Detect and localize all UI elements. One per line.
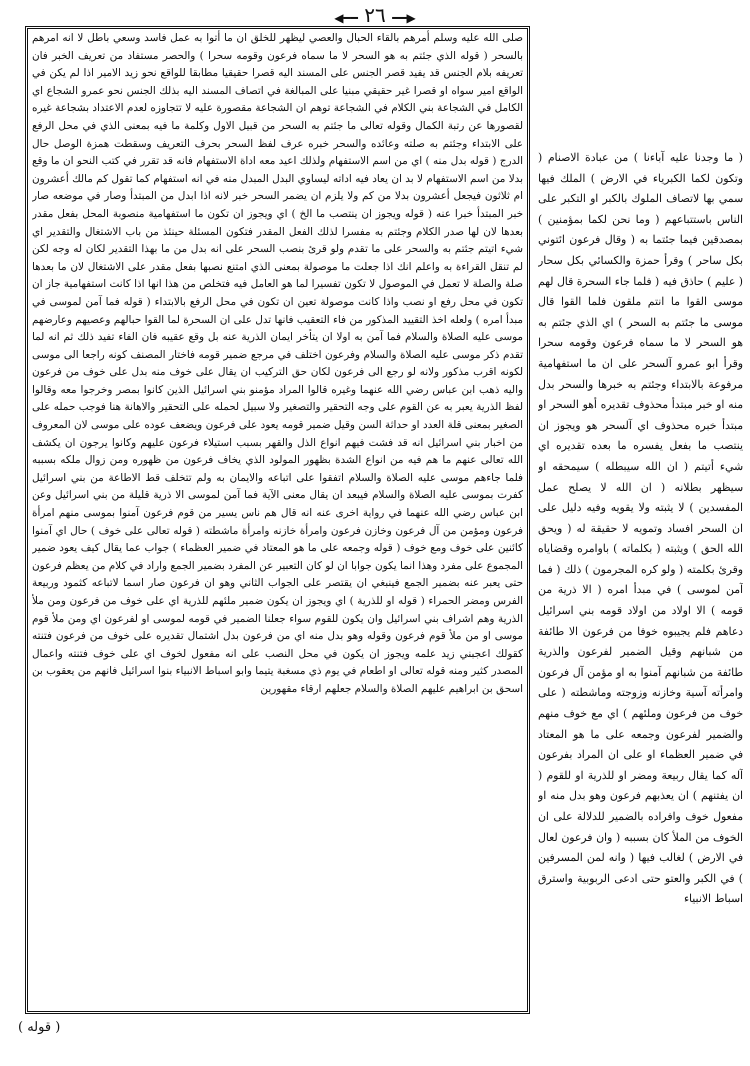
commentary-paragraph-1: صلى الله عليه وسلم أمرهم بالقاء الحبال والعصي ليظهر للخلق ان ما أتوا به عمل فاسد وسعي باطل لا انه امرهم بالسحر ( قوله الذي جئتم به هو السحر لا ما سماه فرعون وقومه سحرا ) والحصر مستفاد من تعريف الخبر فان تعريفه بلام الجنس قد يفيد قصر الجنس على المسند اليه قصرا حقيقيا مطابقا للواقع نحو زيد الامير اذا لم يكن في الواقع امير سواه او قصرا غير حقيقي مبنيا على المبالغة في اتصاف المسند اليه بذلك الجنس نحو عمرو الشجاع اي الكامل في الشجاعة بني الكلام في الشجاعة توهم ان الشجاعة مقصورة عليه لا تتجاوزه لعدم الاعتداد بشجاعة غيره لقصورها عن رتبة الكمال وقوله تعالى ما جئتم به السحر من قبيل الاول وكلمة ما فيه بمعنى الذي في محل الرفع على الابتداء وجئتم به صلته وعائده والسحر خبره عرف لفظ السحر بحرف التعريف وسقطت همزة الوصل حال الدرج ( قوله بدل منه ) اي من اسم الاستفهام ولذلك اعيد معه اداة الاستفهام فانه قد تقرر في كتب النحو ان ما وقع بدلا من اسم الاستفهام لا بد ان يعاد فيه اداته ليساوي البدل المبدل منه في انه استفهام كما تقول كم مالك أعشرون ام ثلاثون فيجعل أعشرون بدلا من كم ولا يلزم ان يضمر السحر خبر لانه اذا ابدل من المبتدأ وصار في موضعه صار خبر المبتدأ خبرا عنه ( قوله ويجوز ان ينتصب ما الخ ) <box>32 32 523 220</box>
margin-tafsir-text: ( ما وجدنا عليه آباءنا ) من عبادة الاصنام ( وتكون لكما الكبرياء في الارض ) الملك فيها سمي بها لاتصاف الملوك بالكبر او التكبر على الناس باستتباعهم ( وما نحن لكما بمؤمنين ) بمصدقين فيما جئتما به ( وقال فرعون ائتوني بكل ساحر ) وقرأ حمزة والكسائي بكل سحار ( عليم ) حاذق فيه ( فلما جاء السحرة قال لهم موسى القوا ما انتم ملقون فلما القوا قال موسى ما جئتم به السحر ) اي الذي جئتم به هو السحر لا ما سماه فرعون وقومه سحرا وقرأ ابو عمرو آلسحر على ان ما استفهامية مرفوعة بالابتداء وجئتم به خبرها والسحر بدل منه او خبر مبتدأ محذوف تقديره أهو السحر او مبتدأ خبره محذوف اي آلسحر هو ويجوز ان ينتصب ما بفعل يفسره ما بعده تقديره اي شيء أتيتم ( ان الله سيبطله ) سيمحقه او سيظهر بطلانه ( ان الله لا يصلح عمل المفسدين ) لا يثبته ولا يقويه وفيه دليل على ان السحر افساد وتمويه لا حقيقة له ( ويحق الله الحق ) ويثبته ( بكلماته ) باوامره وقضاياه وقرئ بكلمته ( ولو كره المجرمون ) ذلك ( فما آمن لموسى ) في مبدأ امره ( الا ذرية من قومه ) الا اولاد من اولاد قومه بني اسرائيل دعاهم فلم يجيبوه خوفا من فرعون الا طائفة من شبانهم وقيل الضمير لفرعون والذرية طائفة من شبانهم آمنوا به او مؤمن آل فرعون وامرأته آسية وخازنه وزوجته وماشطته ( على خوف من فرعون وملئهم ) اي مع خوف منهم والضمير لفرعون وجمعه على ما هو المعتاد في ضمير العظماء او على ان المراد بفرعون آله كما يقال ربيعة ومضر او للذرية او للقوم ( ان يفتنهم ) ان يعذبهم فرعون وهو بدل منه او مفعول خوف وافراده بالضمير للدلالة على ان الخوف من الملأ كان بسببه ( وان فرعون لعال في الارض ) لغالب فيها ( وانه لمن المسرفين ) في الكبر والعتو حتى ادعى الربوبية واسترق اسباط الانبياء <box>538 151 743 906</box>
page-number-value: ٢٦ <box>364 3 386 27</box>
catchword: ( قوله ) <box>18 1020 61 1035</box>
commentary-paragraph-2: اي ويجوز ان تكون ما استفهامية منصوبة المحل بفعل مقدر بعدها لان لها صدر الكلام وجئتم به مفسرا لذلك الفعل المقدر فتكون المسئلة حينئذ من باب الاشتغال والتقدير اي شيء اتيتم جئتم به والسحر على ما تقدم ولو قرئ بنصب السحر على انه بدل من ما بهذا التقدير لكان له وجه لكن لم تنقل القراءة به واعلم انك اذا جعلت ما موصولة بمعنى الذي امتنع نصبها بفعل مقدر على الاشتغال لان ما بعدها صلة والصلة لا تعمل في الموصول لا تكون تفسيرا لما هو العامل فيه فتخلص من هذا انها اذا كانت استفهامية جاز ان تكون في محل رفع او نصب واذا كانت موصولة تعين ان تكون في محل الرفع بالابتداء ( قوله فما آمن لموسى في مبدأ امره ) ولعله اخذ التقييد المذكور من فاء التعقيب فانها تدل على ان السحرة لما القوا حبالهم وعصيهم وعارضهم موسى عليه الصلاة والسلام فما آمن به اولا ان يتأخر ايمان الذرية عنه بل وقع عقيبه فان الفاء تفيد ذلك ثم انه لما تقدم ذكر موسى عليه الصلاة والسلام وفرعون اختلف في مرجع ضمير قومه فاختار المصنف كونه راجعا الى موسى لكونه اقرب مذكور ولانه لو رجع الى فرعون لكان حق التركيب ان يقال على خوف منه بدل على خوف من فرعون واليه ذهب ابن عباس رضي الله عنهما وغيره قالوا المراد مؤمنو بني اسرائيل الذين كانوا بمصر وخرجوا معه وقالوا لفظ الذرية يعبر به عن القوم على وجه التحقير والتصغير ولا سبيل لحمله على التحقير والاهانة هنا فوجب حمله على الصغير بمعنى قلة العدد او حداثة السن وقيل ضمير قومه يعود على فرعون ويضعف عوده على موسى لان المعروف من اخبار بني اسرائيل انه قد فشت فيهم انواع الذل والقهر بسبب استيلاء فرعون عليهم وكانوا يرجون ان يكشف الله تعالى عنهم ما هم فيه من انواع الشدة بظهور المولود الذي يخاف فرعون من ظهوره ومن زوال ملكه بسببه فلما جاءهم موسى عليه الصلاة والسلام اتفقوا على اتباعه والايمان به ولم تتخلف قط الاطاعة من بني اسرائيل كفرت بموسى عليه الصلاة والسلام فيبعد ان يقال معنى الآية فما آمن لموسى الا ذرية قليلة من بني اسرائيل وعن ابن عباس رضي الله عنهما في رواية اخرى عنه انه قال هم ناس يسير من قوم فرعون آمنوا بموسى منهم امرأة فرعون ومؤمن من آل فرعون وخازن فرعون وامرأة خازنه وامرأة ماشطته ( قوله تعالى على خوف ) حال اي آمنوا كائنين على خوف ومع خوف ( قوله وجمعه على ما هو المعتاد في ضمير العظماء ) جواب عما يقال كيف يعود ضمير المجموع على مفرد وهذا انما يكون جوابا ان لو كان التعبير عن المفرد بضمير الجمع واراد في كلام من يعظم فرعون حتى يعبر عنه بضمير الجمع فينبغي ان يقتصر على الجواب الثاني وهو ان فرعون صار اسما لاتباعه كثمود وربيعة الفرس ومضر الحمراء ( قوله او للذرية ) اي ويجوز ان يكون ضمير ملئهم للذرية اي على خوف من فرعون ومن ملأ الذرية وهم اشراف بني اسرائيل وان يكون للقوم سواء جعلنا الضمير في قومه لموسى او لفرعون اي ومن ملأ قوم موسى او من ملأ قوم فرعون وقوله وهو بدل منه اي من فرعون بدل اشتمال تقديره على خوف من فرعون فتنته كقولك اعجبني زيد علمه ويجوز ان يكون في محل النصب على انه مفعول لخوف اي على خوف فتنته واعمال المصدر كثير ومنه قوله تعالى او اطعام في يوم ذي مسغبة يتيما وابو اسباط الانبياء بنوا اسرائيل فانهم من يعقوب بن اسحق بن ابراهيم عليهم الصلاة والسلام جعلهم ارقاء مقهورين <box>32 207 523 695</box>
right-ornament: ━━▶ <box>392 11 416 25</box>
left-ornament: ◀━━ <box>334 11 358 25</box>
commentary-text <box>32 30 523 1010</box>
